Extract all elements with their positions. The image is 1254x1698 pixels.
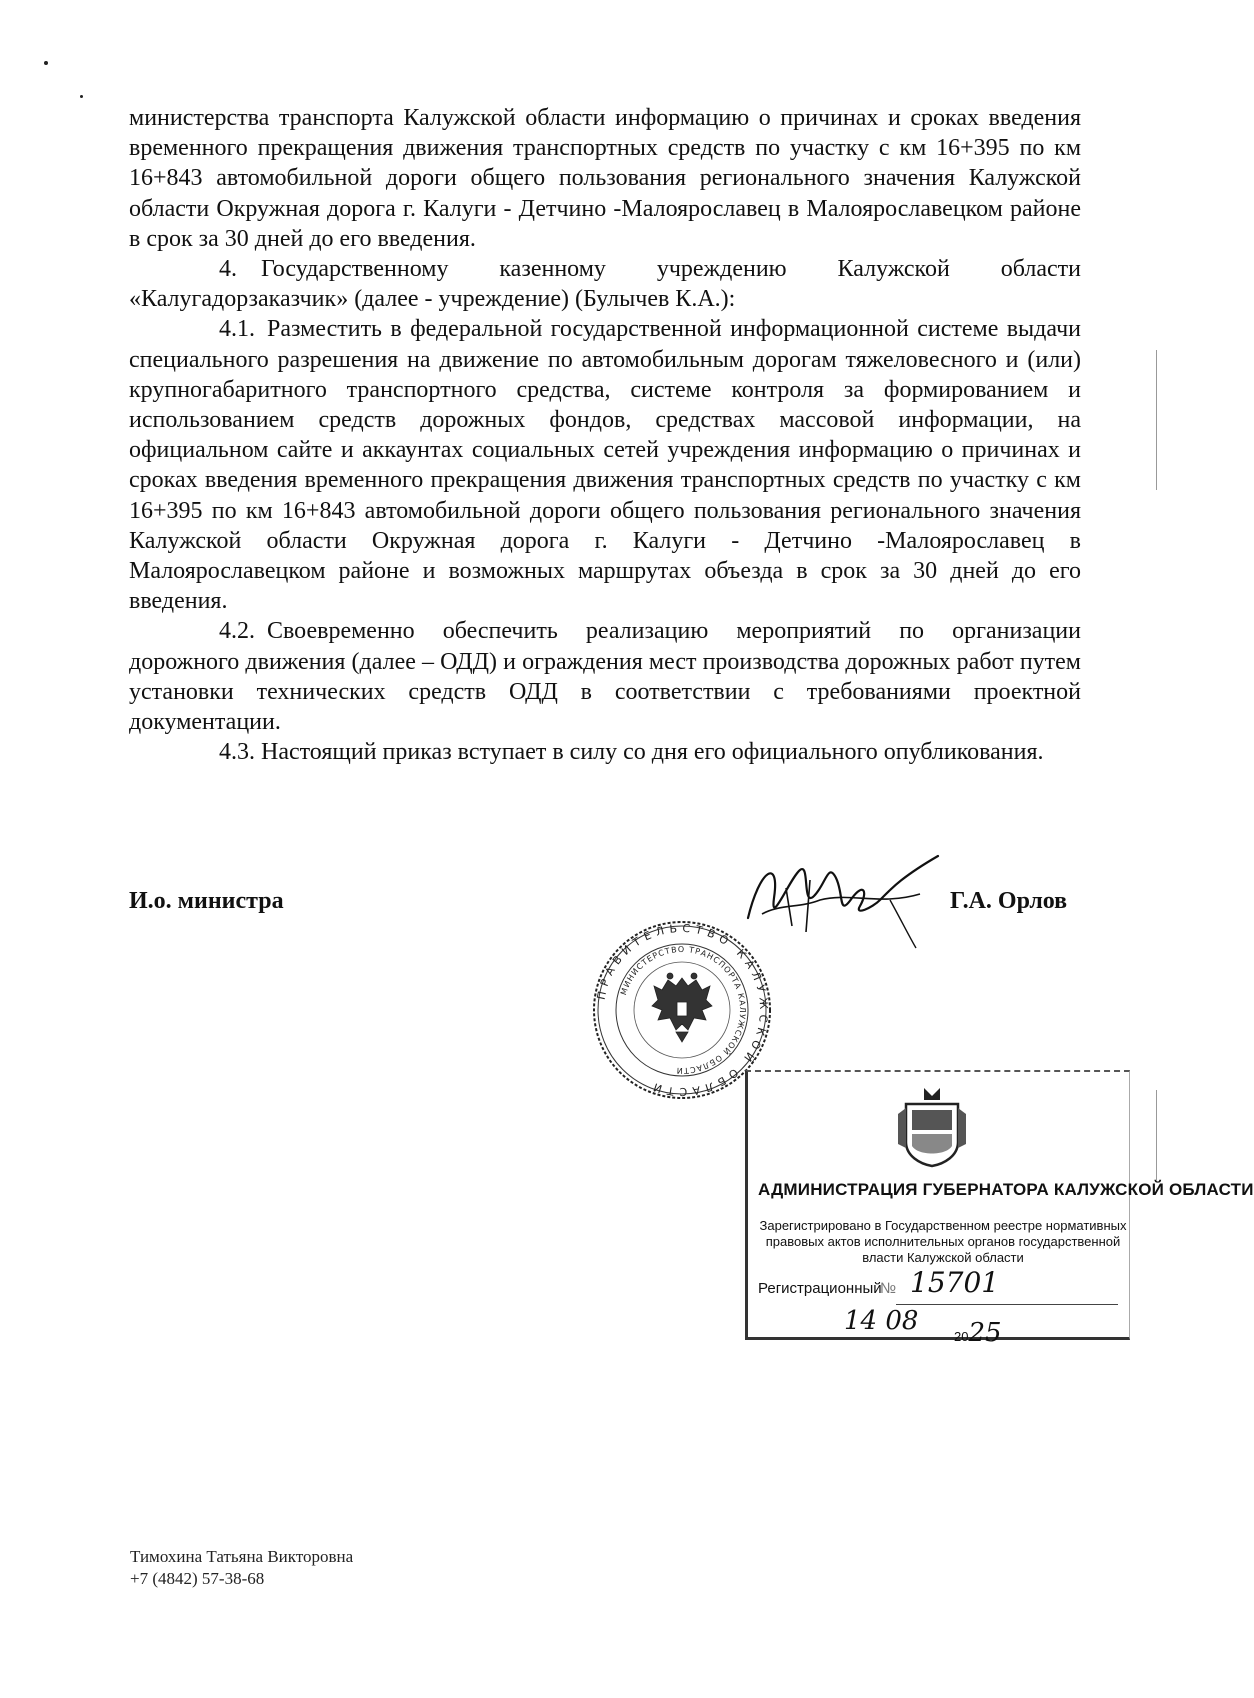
scan-edge-line bbox=[1156, 350, 1157, 490]
registration-organization: АДМИНИСТРАЦИЯ ГУБЕРНАТОРА КАЛУЖСКОЙ ОБЛАСТИ bbox=[758, 1180, 1254, 1199]
seal-outer-text: ПРАВИТЕЛЬСТВО КАЛУЖСКОЙ ОБЛАСТИ bbox=[594, 921, 771, 1099]
registration-underline bbox=[896, 1304, 1118, 1305]
paragraph-item-4-3: 4.3. Настоящий приказ вступает в силу со дня его официального опубликования. bbox=[219, 739, 1044, 766]
scan-speck bbox=[80, 95, 83, 98]
double-headed-eagle-icon bbox=[652, 973, 712, 1042]
registration-note: Зарегистрировано в Государственном реестре нормативных правовых актов исполнительных органов государственной власти Калужской области bbox=[759, 1218, 1127, 1265]
paragraph-item-4: 4. Государственному казенному учреждению Калужской области «Калугадорзаказчик» (далее - учреждение) (Булычев К.А.): bbox=[129, 256, 1081, 313]
paragraph-continuation: министерства транспорта Калужской области информацию о причинах и сроках введения временного прекращения движения транспортных средств по участку с км 16+395 по км 16+843 автомобильной дороги общего пользования регионального значения Калужской области Окружная дорога г. Калуги - Детчино -Малоярославец в Малоярославецком районе в срок за 30 дней до его введения. bbox=[129, 105, 1081, 252]
scan-speck bbox=[44, 61, 48, 65]
registration-date-day-month: 14 08 bbox=[844, 1306, 919, 1336]
registration-year-prefix: 20 bbox=[954, 1329, 969, 1344]
registration-stamp bbox=[745, 1070, 1254, 1348]
registration-year-suffix: 25 bbox=[968, 1318, 1002, 1348]
contact-block bbox=[130, 1546, 353, 1590]
seal-inner-text: МИНИСТЕРСТВО ТРАНСПОРТА КАЛУЖСКОЙ ОБЛАСТИ bbox=[619, 944, 748, 1076]
registration-number-mark: № bbox=[880, 1280, 897, 1297]
registration-year bbox=[954, 1318, 1002, 1348]
registration-number-label: Регистрационный bbox=[758, 1280, 882, 1297]
handwritten-signature bbox=[740, 848, 940, 958]
signer-position-title: И.о. министра bbox=[129, 888, 284, 914]
document-body bbox=[129, 103, 1081, 767]
registration-date bbox=[844, 1306, 918, 1336]
contact-name: Тимохина Татьяна Викторовна bbox=[130, 1547, 354, 1566]
registration-number: 15701 bbox=[910, 1266, 1000, 1299]
scan-edge-line bbox=[1156, 1090, 1157, 1180]
paragraph-item-4-1: 4.1. Разместить в федеральной государственной информационной системе выдачи специального разрешения на движение по автомобильным дорогам тяжеловесного и (или) крупногабаритного транспортного средства, системе контроля за формированием и использованием средств дорожных фондов, средствах массовой информации, на официальном сайте и аккаунтах социальных сетей учреждения информацию о причинах и сроках введения временного прекращения движения транспортных средств по участку с км 16+395 по км 16+843 автомобильной дороги общего пользования регионального значения Калужской области Окружная дорога г. Калуги - Детчино -Малоярославец в Малоярославецком районе и возможных маршрутах объезда в срок за 30 дней до его введения. bbox=[129, 316, 1081, 615]
contact-phone: +7 (4842) 57-38-68 bbox=[130, 1569, 265, 1588]
kaluga-coat-of-arms-icon bbox=[896, 1084, 968, 1168]
signer-name: Г.А. Орлов bbox=[950, 888, 1068, 914]
paragraph-item-4-2: 4.2. Своевременно обеспечить реализацию мероприятий по организации дорожного движения (далее – ОДД) и ограждения мест производства дорожных работ путем установки технических средств ОДД в соответствии с требованиями проектной документации. bbox=[129, 618, 1081, 736]
